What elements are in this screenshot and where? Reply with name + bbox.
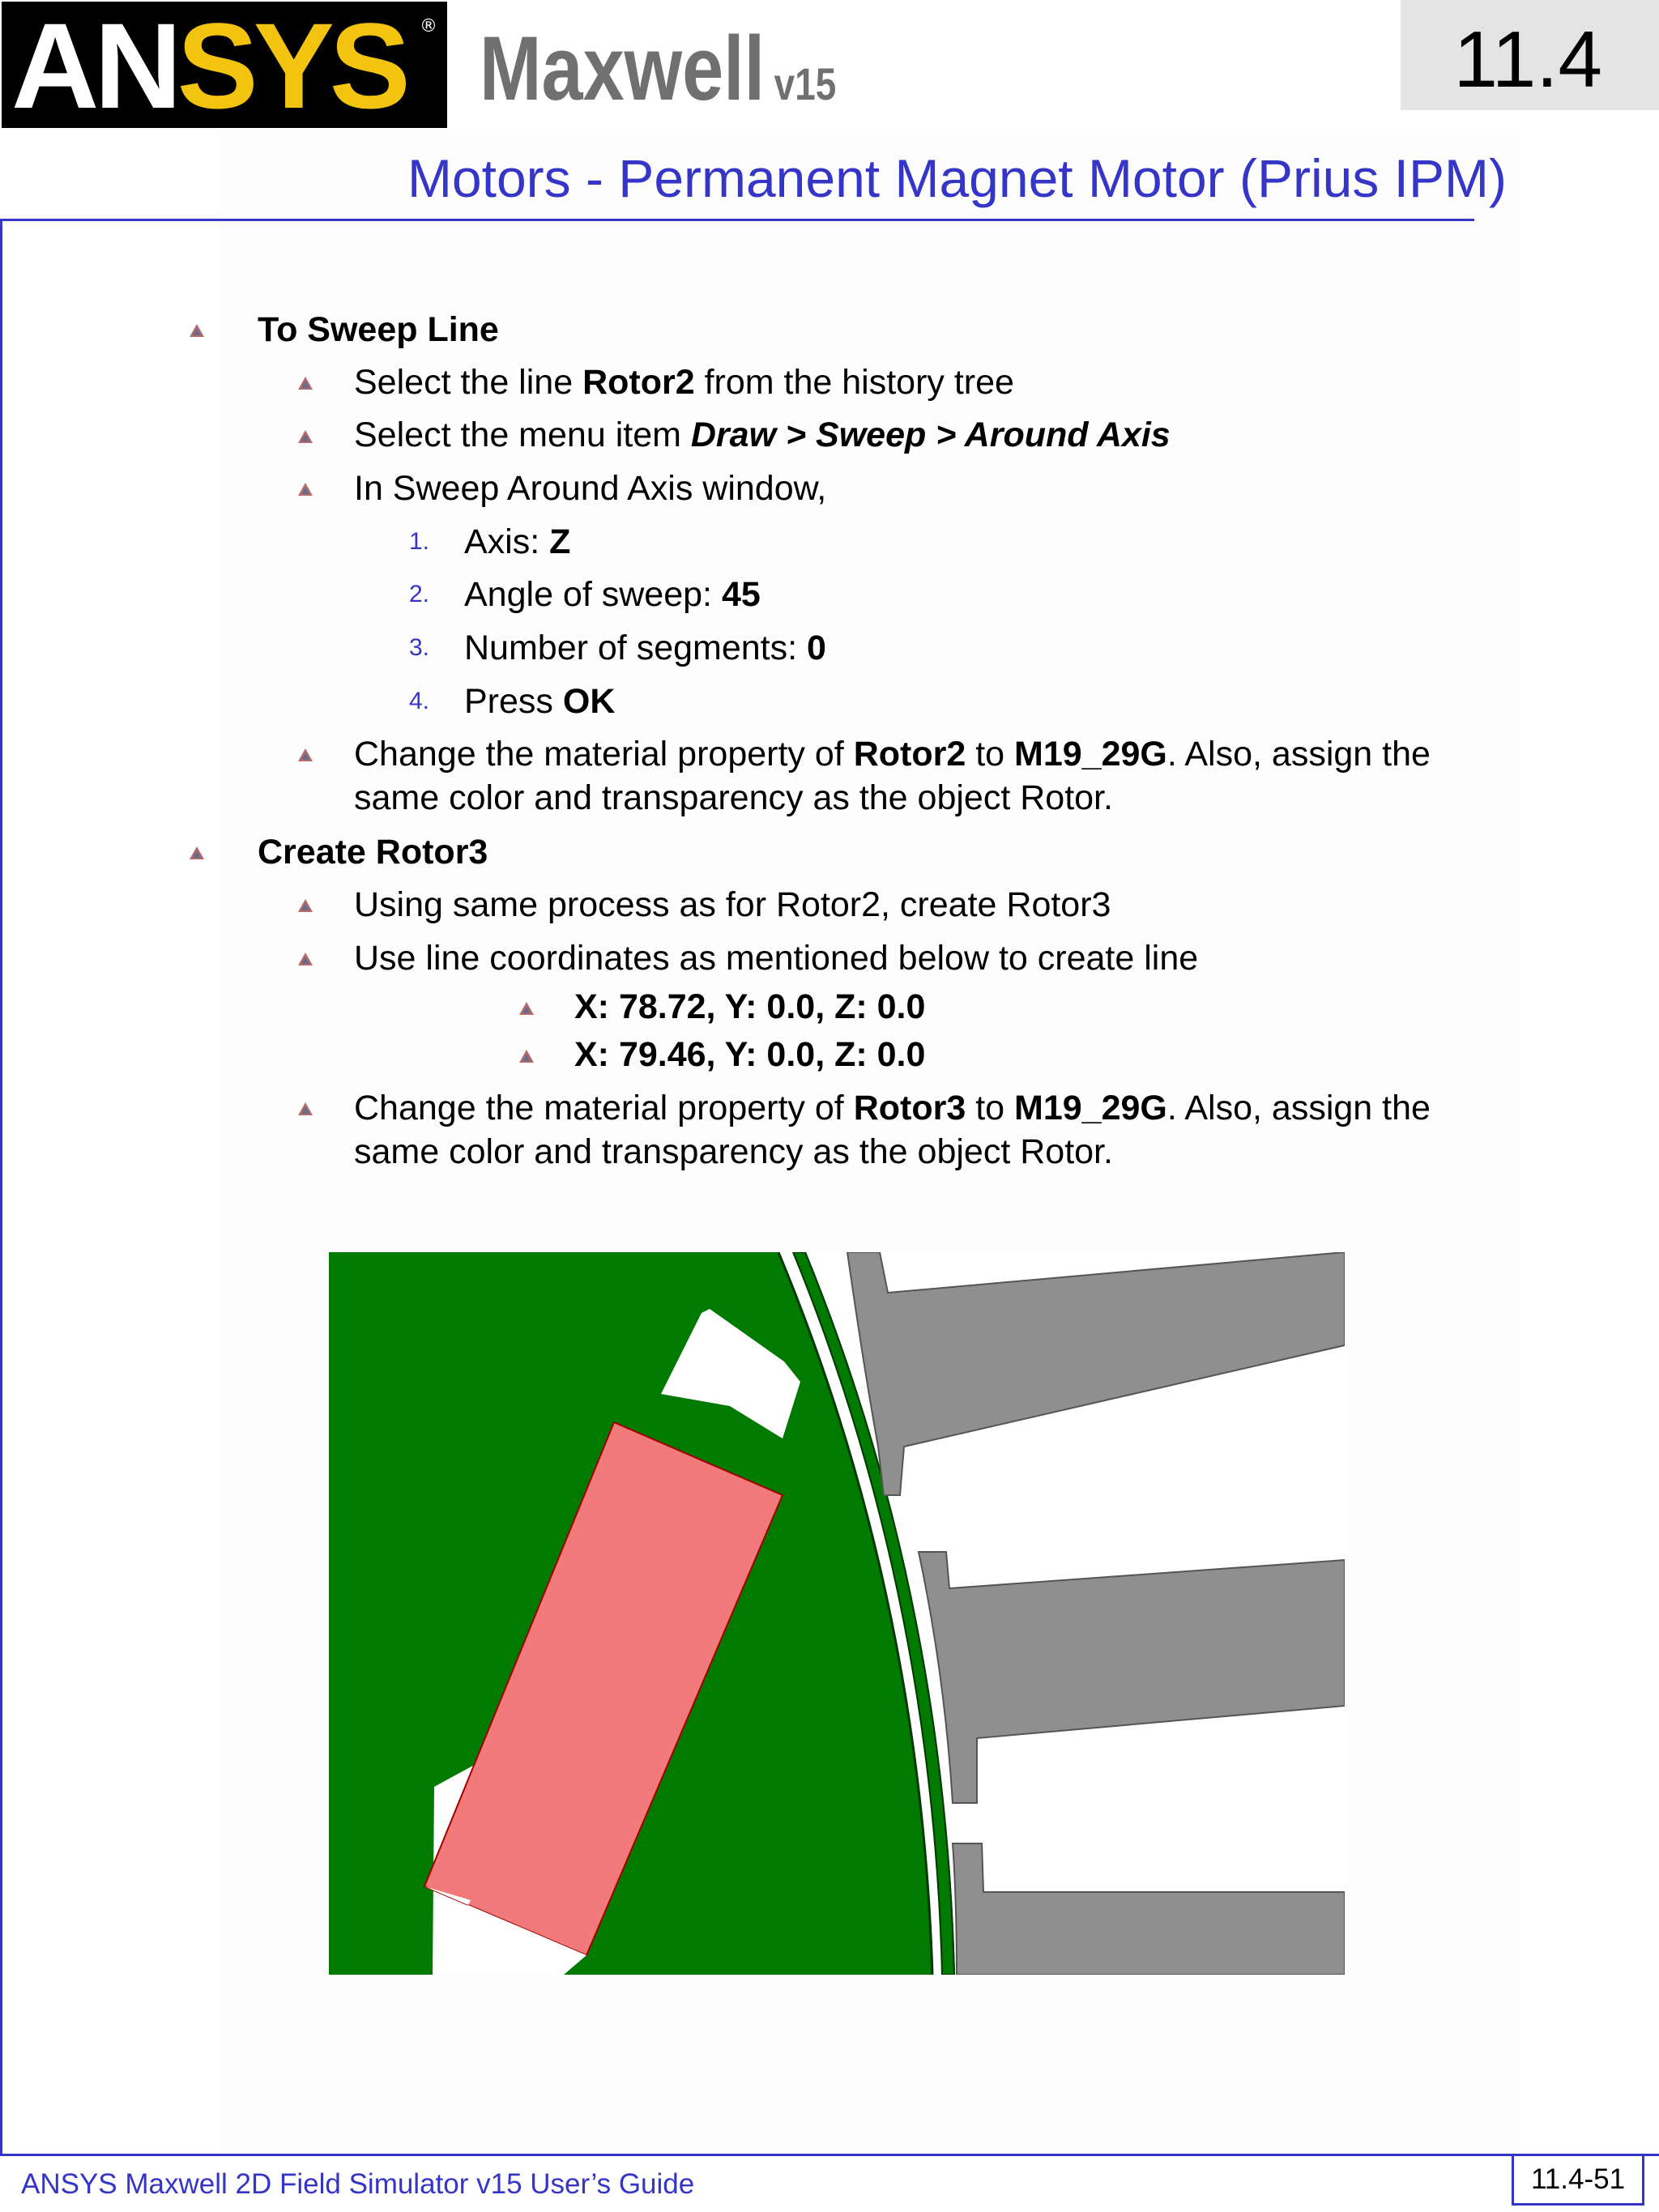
bullet-marker-icon [297,375,313,391]
chapter-number: 11.4 [1453,15,1602,104]
step-angle: Angle of sweep: 45 [464,575,761,614]
coordinate-point-1: X: 78.72, Y: 0.0, Z: 0.0 [574,987,926,1026]
step-number: 4. [409,688,430,714]
rotor3-heading: Create Rotor3 [258,833,488,872]
bullet-marker-icon [297,951,313,967]
frame-bottom-rule [0,2154,1659,2156]
rotor3-item-coordinates: Use line coordinates as mentioned below to create line [354,939,1199,978]
motor-geometry-view [329,1252,1345,1975]
bullet-marker-icon [297,428,313,445]
page-number-box [1512,2154,1644,2206]
bullet-marker-icon [189,845,205,861]
sweep-heading: To Sweep Line [258,310,499,349]
slide-title: Motors - Permanent Magnet Motor (Prius IPM) [407,148,1507,208]
step-press-ok: Press OK [464,682,616,721]
step-axis: Axis: Z [464,522,571,561]
bullet-marker-icon [518,1048,535,1064]
bullet-marker-icon [297,481,313,497]
material-item-rotor3: Change the material property of Rotor3 to M19_29G. Also, assign the [354,1089,1431,1127]
bullet-marker-icon [297,897,313,914]
bullet-marker-icon [189,322,205,339]
bullet-marker-icon [297,747,313,763]
sweep-item-menu: Select the menu item Draw > Sweep > Around Axis [354,416,1171,454]
coordinate-point-2: X: 79.46, Y: 0.0, Z: 0.0 [574,1035,926,1074]
bullet-marker-icon [297,1101,313,1117]
material-item-rotor2: Change the material property of Rotor2 to M19_29G. Also, assign the [354,735,1431,774]
material-item-rotor2-line2: same color and transparency as the object Rotor. [354,778,1113,817]
product-version: v15 [774,58,837,109]
step-number: 3. [409,634,430,661]
step-segments: Number of segments: 0 [464,629,826,667]
frame-top-rule [0,219,1474,221]
step-number: 2. [409,581,430,607]
chapter-box [1401,0,1659,110]
sweep-item-select-line: Select the line Rotor2 from the history tree [354,363,1014,402]
page-number: 11.4-51 [1530,2163,1626,2195]
ansys-logo: ANSYS ® [2,2,447,128]
rotor3-item-process: Using same process as for Rotor2, create Rotor3 [354,885,1111,924]
footer-guide-title: ANSYS Maxwell 2D Field Simulator v15 User’s Guide [21,2168,695,2200]
frame-left-rule [0,219,2,2156]
material-item-rotor3-line2: same color and transparency as the object Rotor. [354,1132,1113,1171]
product-name: Maxwell v15 [480,18,837,119]
bullet-marker-icon [518,1000,535,1016]
step-number: 1. [409,528,430,555]
sweep-item-window: In Sweep Around Axis window, [354,469,827,508]
